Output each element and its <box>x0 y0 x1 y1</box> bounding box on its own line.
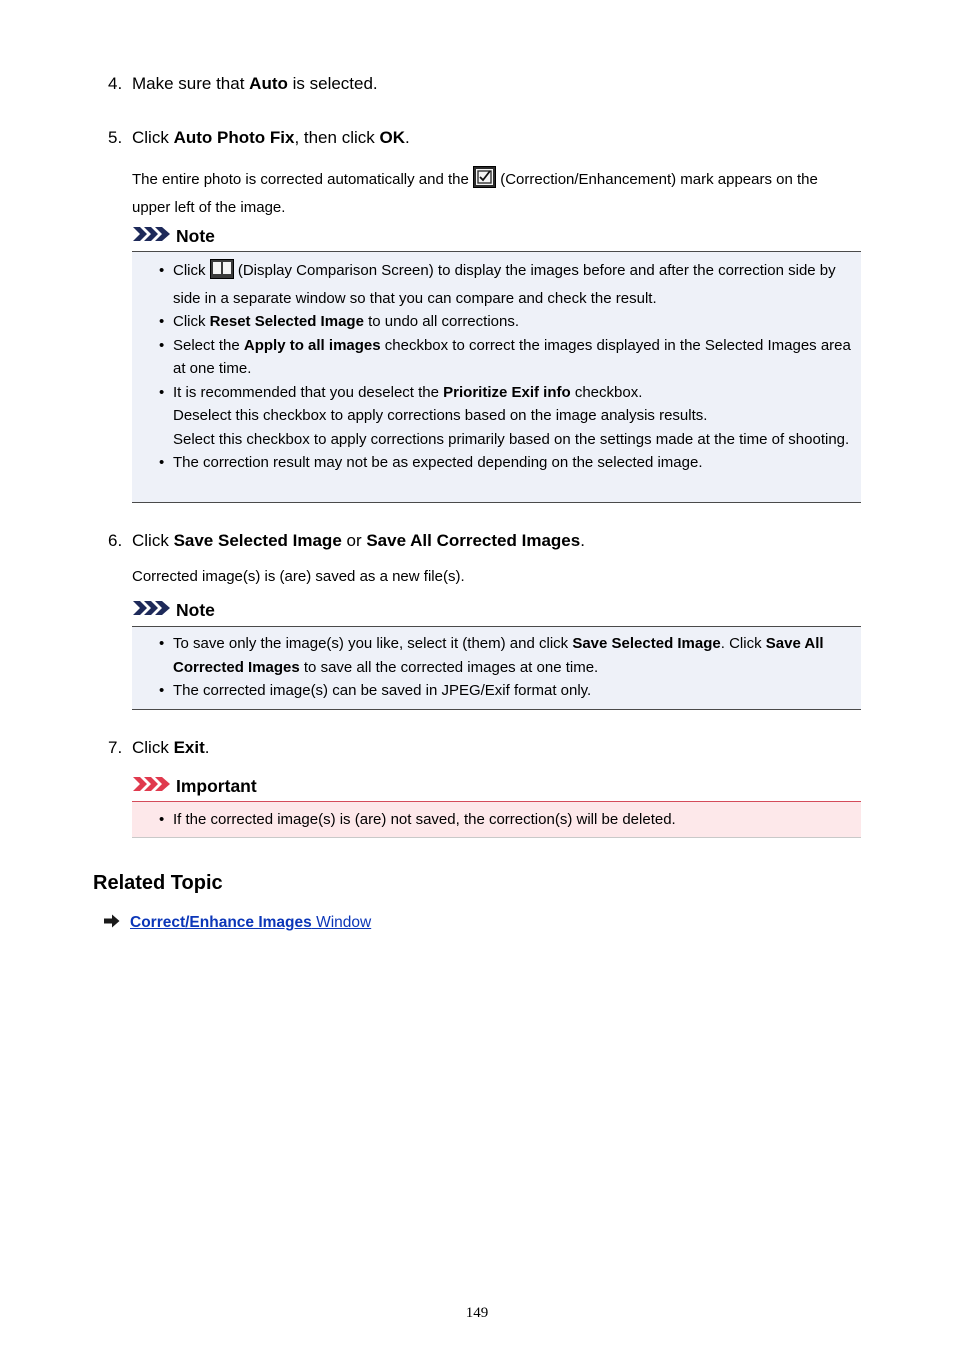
bold-term: Exit <box>173 738 205 757</box>
list-item <box>132 632 861 679</box>
list-item <box>132 310 861 334</box>
text: (Display Comparison Screen) to display the images before and after the correction side by side in a separate window so that you can compare and check the result. <box>173 262 836 307</box>
bold-term: Auto <box>249 74 288 93</box>
text: is selected. <box>287 74 378 93</box>
step-text <box>132 128 410 148</box>
step-6-description: Corrected image(s) is (are) saved as a new file(s). <box>132 568 465 585</box>
note-chevrons-icon <box>132 600 172 621</box>
step-5 <box>0 128 954 150</box>
bold-term: OK <box>379 128 405 147</box>
text: It is recommended that you deselect the <box>173 383 444 401</box>
text: checkbox to correct the images displayed in the Selected Images area at one time. <box>173 336 851 377</box>
link-bold-text: Correct/Enhance Images <box>130 914 312 931</box>
text: Click <box>132 738 174 757</box>
note-box <box>132 626 861 710</box>
text: Click <box>132 531 174 550</box>
step-number: 7. <box>108 738 123 757</box>
list-item <box>132 381 861 452</box>
text: . Click <box>720 635 766 652</box>
step-5-description <box>132 166 854 219</box>
step-text <box>132 74 378 94</box>
text: . <box>204 738 210 757</box>
text: to save all the corrected images at one time. <box>299 658 599 676</box>
list-item <box>132 808 861 832</box>
page-number: 149 <box>465 1305 489 1321</box>
bold-term: Save All Corrected Images <box>173 635 824 676</box>
bold-term: Apply to all images <box>243 336 381 354</box>
bold-term: Save Selected Image <box>173 531 342 550</box>
note-chevrons-icon <box>132 226 172 247</box>
text: or <box>341 531 367 550</box>
note-header <box>132 598 215 622</box>
text: Select the <box>173 336 244 354</box>
step-number: 4. <box>108 74 123 93</box>
bold-term: Prioritize Exif info <box>443 383 571 401</box>
related-topic-heading: Related Topic <box>93 872 223 894</box>
important-chevrons-icon <box>132 776 172 797</box>
step-6 <box>0 531 954 553</box>
correct-enhance-images-window-link[interactable] <box>130 914 371 932</box>
step-number: 6. <box>108 531 123 550</box>
note-title: Note <box>176 599 215 620</box>
text: checkbox. <box>570 383 643 401</box>
display-comparison-screen-icon <box>210 259 234 287</box>
text: Click <box>173 262 210 279</box>
text: Click <box>132 128 174 147</box>
text: . <box>580 531 585 550</box>
right-arrow-icon <box>104 914 120 933</box>
correction-enhancement-mark-icon <box>473 166 496 196</box>
list-item <box>132 451 861 475</box>
step-4 <box>0 74 954 96</box>
text: If the corrected image(s) is (are) not saved, the correction(s) will be deleted. <box>173 811 676 828</box>
text: (Correction/Enhancement) mark appears on the upper left of the image. <box>132 171 818 216</box>
bold-term: Auto Photo Fix <box>173 128 295 147</box>
related-link-row <box>104 912 371 934</box>
step-text <box>132 531 585 551</box>
bold-term: Save Selected Image <box>572 635 721 652</box>
text: To save only the image(s) you like, select it (them) and click <box>173 635 573 652</box>
text: . <box>404 128 410 147</box>
text: Click <box>173 313 210 330</box>
text: Deselect this checkbox to apply corrections based on the image analysis results. <box>173 407 708 424</box>
important-header <box>132 774 257 798</box>
text: The entire photo is corrected automatically and the <box>132 171 474 188</box>
list-item <box>132 334 861 381</box>
step-text <box>132 738 209 758</box>
list-item <box>132 259 861 310</box>
text: The corrected image(s) can be saved in JPEG/Exif format only. <box>173 682 592 699</box>
note-header <box>132 224 215 248</box>
bold-term: Reset Selected Image <box>209 313 364 330</box>
note-box <box>132 251 861 503</box>
text: to undo all corrections. <box>363 313 520 330</box>
step-7 <box>0 738 954 760</box>
note-title: Note <box>176 225 215 246</box>
important-box <box>132 801 861 838</box>
text: , then click <box>294 128 380 147</box>
list-item <box>132 679 861 703</box>
text: The correction result may not be as expected depending on the selected image. <box>173 454 703 471</box>
bold-term: Save All Corrected Images <box>366 531 581 550</box>
important-title: Important <box>176 775 257 796</box>
text: Select this checkbox to apply corrections primarily based on the settings made at the time of shooting. <box>173 430 850 448</box>
step-number: 5. <box>108 128 123 147</box>
link-text: Window <box>311 914 372 931</box>
text: Make sure that <box>132 74 250 93</box>
